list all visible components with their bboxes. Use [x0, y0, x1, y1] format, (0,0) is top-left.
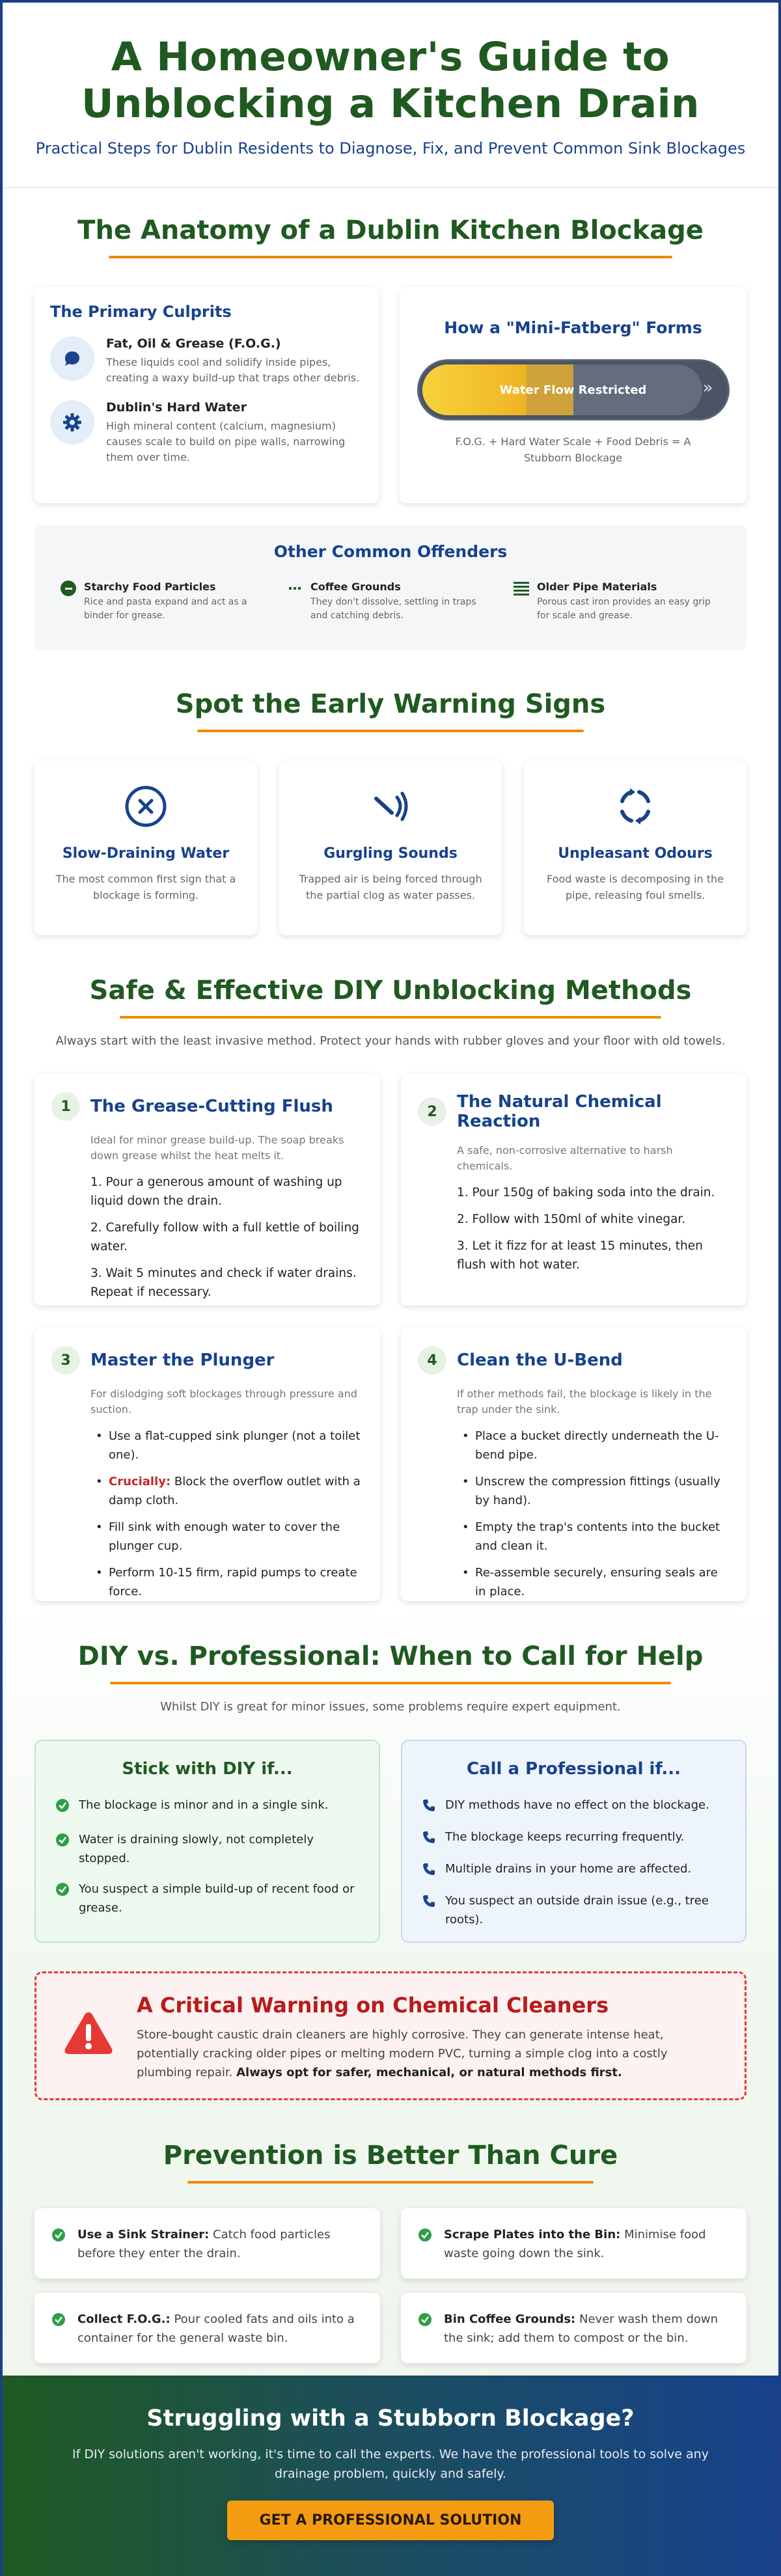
crucial-label: Crucially: [109, 1475, 171, 1488]
warning-icon [62, 1993, 117, 2079]
signs-title: Spot the Early Warning Signs [175, 689, 606, 719]
prevention-tip-text [77, 2225, 363, 2263]
primary-culprits-title: The Primary Culprits [50, 303, 232, 321]
warning-text: Store-bought caustic drain cleaners are highly corrosive. They can generate intense heat, potentially cracking older pipes or melting modern PVC, turning a simple clog into a costly plumbing repair. [137, 2028, 668, 2079]
prevention-tip-desc: Pour cooled fats and oils into a container for the general waste bin. [77, 2312, 355, 2345]
method-step: 2. Follow with 150ml of white vinegar. [457, 1213, 686, 1226]
pro-reason [422, 1828, 726, 1850]
offender-item [514, 581, 720, 623]
sign-desc: The most common first sign that a blockage is forming. [55, 873, 236, 901]
method-steps [418, 1183, 730, 1274]
sign-desc: Food waste is decomposing in the pipe, releasing foul smells. [547, 873, 724, 901]
grease-drop-icon [50, 336, 94, 381]
warning-title: A Critical Warning on Chemical Cleaners [137, 1993, 609, 2018]
prevention-tip-label: Use a Sink Strainer: [77, 2228, 210, 2241]
method-intro: Ideal for minor grease build-up. The soap breaks down grease whilst the heat melts it. [90, 1134, 344, 1162]
sign-title: Unpleasant Odours [558, 845, 713, 862]
prevention-tip-label: Bin Coffee Grounds: [444, 2312, 576, 2326]
culprit-desc: These liquids cool and solidify inside pipes, creating a waxy build-up that traps other debris. [106, 356, 360, 384]
offender-title: Starchy Food Particles [84, 581, 216, 593]
sign-title: Gurgling Sounds [323, 845, 458, 862]
minus-circle-icon [61, 581, 76, 596]
cta-text: If DIY solutions aren't working, it's time to call the experts. We have the professional tools to solve any drainage problem, quickly and safely. [72, 2447, 709, 2481]
pro-reason [422, 1796, 726, 1818]
offender-desc: Rice and pasta expand and act as a binder for grease. [84, 597, 247, 621]
pro-panel-title: Call a Professional if... [467, 1759, 681, 1779]
method-card [401, 1074, 747, 1306]
page-title: A Homeowner's Guide to Unblocking a Kitchen Drain [81, 34, 700, 127]
method-step: 3. Wait 5 minutes and check if water drains. Repeat if necessary. [90, 1267, 357, 1299]
pro-reason-text: Multiple drains in your home are affected. [445, 1862, 692, 1876]
pro-reason [422, 1859, 726, 1882]
diy-reason [55, 1830, 359, 1868]
check-circle-icon [418, 2228, 432, 2248]
prevention-tip-text [77, 2310, 363, 2348]
method-bullets [418, 1427, 730, 1601]
culprit-item [50, 400, 363, 465]
method-bullet: • Use a flat-cupped sink plunger (not a toilet one). [90, 1427, 363, 1464]
method-steps [51, 1173, 363, 1302]
sign-desc: Trapped air is being forced through the partial clog as water passes. [299, 873, 482, 901]
method-number: 3 [51, 1346, 80, 1375]
method-number: 4 [418, 1346, 446, 1375]
diy-intro: Always start with the least invasive method. Protect your hands with rubber gloves and your floor with old towels. [55, 1034, 726, 1048]
page-header [3, 3, 778, 188]
diy-reason-text: The blockage is minor and in a single sink. [79, 1798, 329, 1812]
fatberg-title: How a "Mini-Fatberg" Forms [444, 318, 702, 337]
check-circle-icon [55, 1798, 70, 1818]
prevention-tip-text [444, 2310, 730, 2348]
anatomy-underline [109, 256, 672, 258]
diy-reason [55, 1880, 359, 1917]
pipe-diagram [417, 359, 730, 420]
get-professional-solution-button[interactable]: GET A PROFESSIONAL SOLUTION [227, 2501, 555, 2540]
pro-reason-text: The blockage keeps recurring frequently. [445, 1830, 685, 1844]
signs-section [3, 650, 778, 935]
method-number: 2 [418, 1097, 446, 1126]
prevention-tip [401, 2293, 747, 2363]
check-circle-icon [55, 1882, 70, 1917]
phone-icon [422, 1830, 436, 1850]
sound-wave-icon [296, 784, 485, 831]
water-flow-label: Water Flow Restricted [499, 383, 647, 397]
method-bullet: • Perform 10-15 firm, rapid pumps to create force. [90, 1563, 363, 1601]
x-circle-icon [51, 784, 240, 831]
method-card [34, 1074, 380, 1306]
page-subtitle: Practical Steps for Dublin Residents to Diagnose, Fix, and Prevent Common Sink Blockages [35, 139, 746, 158]
diy-reason-text: You suspect a simple build-up of recent food or grease. [79, 1882, 355, 1915]
method-bullet: • Empty the trap's contents into the bucket and clean it. [457, 1518, 730, 1555]
prevention-tip-text [444, 2225, 730, 2263]
prevention-tip [401, 2208, 747, 2279]
lines-icon [514, 581, 529, 596]
prevention-section [3, 2100, 778, 2363]
anatomy-section [3, 188, 778, 650]
check-circle-icon [51, 2312, 66, 2333]
culprit-desc: High mineral content (calcium, magnesium) causes scale to build on pipe walls, narrowing them over time. [106, 420, 346, 463]
warning-body [137, 2025, 719, 2082]
chemical-warning [34, 1971, 747, 2100]
diy-panel-title: Stick with DIY if... [122, 1759, 293, 1779]
prevention-tip [34, 2208, 380, 2279]
check-circle-icon [418, 2312, 432, 2333]
offender-title: Coffee Grounds [310, 581, 401, 593]
phone-icon [422, 1894, 436, 1929]
check-circle-icon [55, 1833, 70, 1868]
method-title: The Natural Chemical Reaction [457, 1092, 662, 1131]
diy-section [3, 935, 778, 1601]
recycle-arrows-icon [541, 784, 730, 831]
primary-culprits-card [34, 287, 379, 503]
prevention-underline [187, 2181, 594, 2184]
offender-item [61, 581, 267, 623]
diy-underline [120, 1016, 661, 1019]
anatomy-title: The Anatomy of a Dublin Kitchen Blockage [77, 215, 704, 245]
sign-card [279, 761, 502, 935]
method-intro: If other methods fail, the blockage is likely in the trap under the sink. [457, 1388, 712, 1416]
other-offenders-panel [34, 525, 747, 650]
method-step: 2. Carefully follow with a full kettle of boiling water. [90, 1221, 359, 1254]
versus-title: DIY vs. Professional: When to Call for Help [77, 1641, 704, 1671]
other-offenders-title: Other Common Offenders [273, 542, 508, 561]
method-number: 1 [51, 1092, 80, 1121]
versus-underline [110, 1682, 671, 1684]
diy-reason [55, 1796, 359, 1818]
method-card [401, 1328, 747, 1601]
method-bullet-text: Block the overflow outlet with a damp cloth. [109, 1475, 361, 1507]
prevention-tip-desc: Never wash them down the sink; add them to compost or the bin. [444, 2312, 719, 2345]
pro-reason-text: DIY methods have no effect on the blockage. [445, 1798, 709, 1812]
method-bullet [90, 1472, 363, 1510]
prevention-tip-desc: Minimise food waste going down the sink. [444, 2228, 706, 2260]
method-card [34, 1328, 380, 1601]
method-title: Clean the U-Bend [457, 1350, 623, 1370]
culprit-title: Dublin's Hard Water [106, 400, 247, 415]
diy-title: Safe & Effective DIY Unblocking Methods [89, 976, 692, 1006]
method-title: Master the Plunger [90, 1350, 275, 1370]
method-title: The Grease-Cutting Flush [90, 1097, 333, 1116]
prevention-tip-label: Scrape Plates into the Bin: [444, 2228, 621, 2241]
fatberg-caption: F.O.G. + Hard Water Scale + Food Debris = A Stubborn Blockage [455, 435, 691, 464]
method-step: 1. Pour a generous amount of washing up liquid down the drain. [90, 1175, 342, 1208]
sign-title: Slow-Draining Water [62, 845, 230, 862]
offender-item [287, 581, 494, 623]
flow-chevron-icon: » [702, 378, 713, 398]
versus-intro: Whilst DIY is great for minor issues, some problems require expert equipment. [160, 1700, 621, 1714]
sign-card [524, 761, 747, 935]
warning-emphasis: Always opt for safer, mechanical, or natural methods first. [236, 2066, 622, 2079]
fatberg-card [400, 287, 747, 503]
method-bullet: • Unscrew the compression fittings (usually by hand). [457, 1472, 730, 1510]
offender-desc: They don't dissolve, settling in traps and catching debris. [310, 597, 476, 621]
culprit-item [50, 336, 363, 386]
offender-title: Older Pipe Materials [537, 581, 657, 593]
method-bullet: • Fill sink with enough water to cover the plunger cup. [90, 1518, 363, 1555]
sign-card [34, 761, 257, 935]
pro-panel [401, 1740, 747, 1943]
method-intro: A safe, non-corrosive alternative to harsh chemicals. [457, 1144, 673, 1172]
cta-banner [3, 2376, 778, 2576]
dots-icon [287, 581, 303, 596]
prevention-tip-desc: Catch food particles before they enter the drain. [77, 2228, 331, 2260]
offender-desc: Porous cast iron provides an easy grip for scale and grease. [537, 597, 711, 621]
cta-title: Struggling with a Stubborn Blockage? [146, 2405, 635, 2432]
prevention-title: Prevention is Better Than Cure [163, 2141, 618, 2171]
pro-reason [422, 1891, 726, 1929]
method-step: 1. Pour 150g of baking soda into the drain. [457, 1186, 715, 1199]
method-bullets [51, 1427, 363, 1601]
prevention-tip [34, 2293, 380, 2363]
prevention-tip-label: Collect F.O.G.: [77, 2312, 171, 2326]
phone-icon [422, 1798, 436, 1818]
diy-panel [34, 1740, 380, 1943]
check-circle-icon [51, 2228, 66, 2248]
diy-reason-text: Water is draining slowly, not completely stopped. [79, 1833, 314, 1865]
signs-underline [197, 730, 584, 732]
method-bullet: • Place a bucket directly underneath the U-bend pipe. [457, 1427, 730, 1464]
method-step: 3. Let it fizz for at least 15 minutes, then flush with hot water. [457, 1239, 703, 1272]
culprit-title: Fat, Oil & Grease (F.O.G.) [106, 336, 281, 351]
phone-icon [422, 1862, 436, 1882]
method-intro: For dislodging soft blockages through pressure and suction. [90, 1388, 357, 1416]
pro-reason-text: You suspect an outside drain issue (e.g., tree roots). [445, 1894, 709, 1926]
gear-icon [50, 400, 94, 445]
method-bullet: • Re-assemble securely, ensuring seals are in place. [457, 1563, 730, 1601]
versus-section [3, 1601, 778, 2100]
